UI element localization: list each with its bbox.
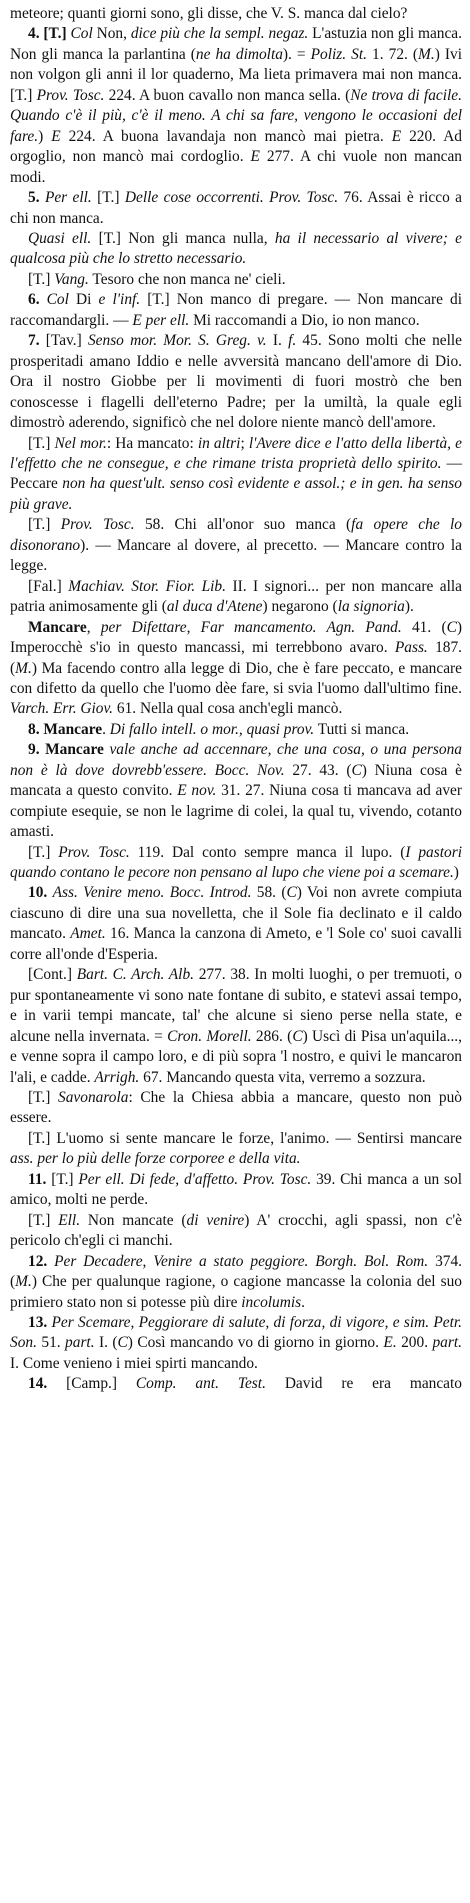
- dictionary-paragraph: [10, 1374, 462, 1394]
- italic-text: E nov.: [177, 782, 217, 800]
- italic-text: per Difettare, Far mancamento. Agn. Pand.: [100, 618, 402, 636]
- text-run: 51.: [36, 1334, 66, 1352]
- text-run: ;: [240, 434, 249, 452]
- text-run: 27. 43. (: [284, 761, 352, 779]
- text-run: 1. 72. (: [367, 45, 419, 63]
- text-run: [T.]: [28, 270, 55, 288]
- dictionary-paragraph: [10, 229, 462, 270]
- bold-text: 10.: [28, 884, 53, 902]
- dictionary-paragraph: [10, 965, 462, 1088]
- bold-text: Mancare: [28, 618, 87, 636]
- dictionary-paragraph: [10, 1313, 462, 1374]
- dictionary-paragraph: [10, 1088, 462, 1129]
- text-run: ) Ma facendo contro alla legge di Dio, che è fare peccato, e mancare con difetto da quello che l'uomo dèe fare, si svia l'uomo dall'ultimo fine.: [10, 659, 462, 697]
- italic-text: C: [117, 1334, 128, 1352]
- italic-text: Comp. ant. Test.: [135, 1375, 266, 1393]
- text-run: 119. Dal conto sempre manca il lupo. (: [129, 843, 406, 861]
- dictionary-paragraph: [10, 4, 462, 24]
- text-run: 224. A buona lavandaja non mancò mai pietra.: [60, 127, 392, 145]
- text-run: ): [453, 864, 459, 882]
- text-run: ) Imperocchè s'io in questo mancassi, mi terrebbono avaro.: [10, 618, 462, 657]
- italic-text: E per ell.: [132, 311, 190, 329]
- italic-text: Arrigh.: [94, 1068, 140, 1086]
- italic-text: part.: [65, 1334, 95, 1352]
- dictionary-paragraph: [10, 434, 462, 516]
- bold-text: 5.: [28, 189, 45, 207]
- italic-text: Senso mor. Mor. S. Greg. v.: [87, 332, 267, 350]
- text-run: .: [301, 1293, 305, 1311]
- italic-text: Vang.: [54, 270, 89, 288]
- italic-text: dice più che la sempl. negaz.: [130, 25, 309, 43]
- dictionary-paragraph: [10, 843, 462, 884]
- text-run: 200.: [396, 1334, 433, 1352]
- italic-text: Ell.: [58, 1211, 81, 1229]
- text-run: ).: [404, 598, 414, 616]
- italic-text: Savonarola: [58, 1089, 129, 1107]
- text-run: [Fal.]: [28, 577, 69, 595]
- italic-text: E: [51, 127, 61, 145]
- text-run: Mi raccomandi a Dio, io non manco.: [189, 311, 420, 329]
- italic-text: Per Decadere, Venire a stato peggiore. Borgh. Bol. Rom.: [54, 1252, 429, 1270]
- italic-text: C: [292, 1027, 303, 1045]
- text-run: ,: [86, 618, 101, 636]
- text-run: 41. (: [401, 618, 447, 636]
- italic-text: la signoria: [337, 598, 405, 616]
- text-run: I. Come venieno i miei spirti mancando.: [10, 1354, 258, 1372]
- dictionary-paragraph: [10, 740, 462, 842]
- text-run: ). — Mancare al dovere, al precetto. — Mancare contro la legge.: [10, 536, 462, 575]
- text-run: David re era mancato: [265, 1375, 462, 1393]
- text-run: 58. (: [251, 884, 287, 902]
- text-run: ) Uscì di Pisa un'aquila..., e venne sopra il campo loro, e di più sopra 'l nostro, e quivi le mancaron l'ali, e cadde.: [10, 1027, 463, 1086]
- text-run: ) A' crocchi, agli spassi, non c'è pericolo ch'egli ci manchi.: [10, 1211, 462, 1250]
- text-run: 224. A buon cavallo non manca sella. (: [104, 86, 351, 104]
- italic-text: Poliz. St.: [310, 45, 368, 63]
- italic-text: non ha quest'ult. senso così evidente e assol.; e in gen. ha senso più grave.: [10, 475, 462, 513]
- italic-text: Cron. Morell.: [167, 1027, 252, 1045]
- text-run: 277. A chi vuole non mancan modi.: [10, 148, 462, 186]
- dictionary-paragraph: [10, 618, 462, 720]
- bold-text: 9. Mancare: [28, 741, 104, 759]
- text-run: [Tav.]: [45, 332, 88, 350]
- text-run: 277. 38. In molti luoghi, o per tremuoti, o pur spontaneamente vi sono nate fontane di subito, e statevi assai tempo, e in varii tempi mancate, tal' che alcune si sieno perse nella state, e alcune nella invernata. =: [10, 966, 462, 1045]
- text-run: — Peccare: [10, 454, 462, 493]
- italic-text: l'Avere dice e l'atto della libertà, e l'effetto che ne consegue, e che rimane trista proprietà dello spirito.: [10, 434, 462, 472]
- text-run: 374. (: [10, 1252, 462, 1291]
- italic-text: Nel mor.: [54, 434, 107, 452]
- text-run: 45. Sono molti che nelle prosperitadi amano Iddio e nelle avversità mancano dell'amore di Dio. Ora il nostro Giobbe per li movimenti di fuori mostrò che ben conoscesse i flagelli dell'eterno Padre; per la umiltà, la quale egli dimostrò aderendo, significò che nel dolore niente mancò dell'amore.: [10, 332, 463, 432]
- italic-text: E: [250, 148, 260, 166]
- text-run: Non mancate (: [80, 1211, 187, 1229]
- italic-text: di venire: [186, 1211, 245, 1229]
- text-run: : Che la Chiesa abbia a mancare, questo non può essere.: [10, 1089, 462, 1127]
- italic-text: Col: [70, 25, 93, 43]
- italic-text: Prov. Tosc.: [58, 843, 130, 861]
- italic-text: Quasi ell.: [28, 229, 92, 247]
- italic-text: Ass. Venire meno. Bocc. Introd.: [52, 884, 252, 902]
- italic-text: in altri: [197, 434, 241, 452]
- italic-text: Machiav. Stor. Fior. Lib.: [68, 577, 226, 595]
- dictionary-paragraph: [10, 883, 462, 965]
- text-run: 187. (: [10, 639, 462, 677]
- text-run: [T.] Non manco di pregare. — Non mancare di raccomandargli. —: [10, 291, 463, 329]
- text-run: I.: [266, 332, 289, 350]
- dictionary-paragraph: [10, 577, 462, 618]
- italic-text: Varch. Err. Giov.: [10, 700, 114, 718]
- italic-text: C: [286, 884, 297, 902]
- italic-text: Delle cose occorrenti. Prov. Tosc.: [124, 189, 339, 207]
- text-run: [T.]: [28, 434, 55, 452]
- italic-text: al duca d'Atene: [166, 598, 263, 616]
- italic-text: M.: [418, 45, 435, 63]
- text-run: Di: [68, 291, 99, 309]
- text-run: 39. Chi manca a un sol amico, molti ne perde.: [10, 1170, 462, 1209]
- dictionary-paragraph: [10, 1211, 462, 1252]
- dictionary-paragraph: [10, 270, 462, 290]
- text-run: [T.]: [51, 1170, 79, 1188]
- text-run: 58. Chi all'onor suo manca (: [134, 516, 352, 534]
- italic-text: ass. per lo più delle forze corporee e della vita.: [10, 1150, 301, 1168]
- bold-text: 11.: [28, 1170, 52, 1188]
- italic-text: Prov. Tosc.: [60, 516, 135, 534]
- text-run: 286. (: [251, 1027, 293, 1045]
- text-run: [T.]: [28, 843, 59, 861]
- dictionary-paragraph: [10, 515, 462, 576]
- dictionary-paragraph: [10, 720, 462, 740]
- text-run: 31. 27. Niuna cosa ti mancava ad aver compiute esequie, se non le lagrime di colei, la qual tu, vivendo, cotanto amasti.: [10, 782, 462, 841]
- text-run: [T.] L'uomo si sente mancare le forze, l'animo. — Sentirsi mancare: [28, 1129, 462, 1147]
- text-run: [T.]: [28, 516, 61, 534]
- italic-text: Per Scemare, Peggiorare di salute, di forza, di vigore, e sim. Petr. Son.: [10, 1314, 462, 1352]
- italic-text: Per ell. Di fede, d'affetto. Prov. Tosc.: [78, 1170, 312, 1188]
- text-run: meteore; quanti giorni sono, gli disse, che V. S. manca dal cielo?: [10, 5, 408, 22]
- text-run: 61. Nella qual cosa anch'egli mancò.: [113, 700, 343, 718]
- text-run: II. I signori... per non mancare alla patria animosamente gli (: [10, 577, 462, 616]
- italic-text: Col: [46, 291, 69, 309]
- italic-text: ne ha dimolta: [195, 45, 283, 63]
- text-run: ): [38, 127, 52, 145]
- italic-text: Di fallo intell. o mor., quasi prov.: [109, 720, 315, 738]
- text-run: 16. Manca la canzona di Ameto, e 'l Sole co' suoi cavalli corre all'onde d'Esperia.: [10, 925, 463, 963]
- italic-text: Pass.: [394, 639, 428, 657]
- italic-text: M.: [15, 1273, 32, 1291]
- bold-text: 8. Mancare: [28, 720, 103, 738]
- text-run: I. (: [94, 1334, 118, 1352]
- text-run: : Ha mancato:: [106, 434, 198, 452]
- text-run: Tutti si manca.: [314, 720, 410, 738]
- bold-text: 4. [T.]: [28, 25, 71, 43]
- italic-text: C: [351, 761, 362, 779]
- italic-text: I pastori quando contano le pecore non pensano al lupo che viene poi a scemare.: [10, 843, 462, 882]
- text-run: Tesoro che non manca ne' cieli.: [88, 270, 286, 288]
- dictionary-paragraph: [10, 188, 462, 229]
- italic-text: vale anche ad accennare, che una cosa, o una persona non è là dove dovrebb'essere. Bocc. Nov.: [10, 741, 462, 779]
- text-run: ) Niuna cosa è mancata a questo convito.: [10, 761, 462, 800]
- italic-text: fa opere che lo disonorano: [10, 516, 462, 554]
- text-run: ) Ivi non volgon gli anni il lor quaderno, Ma lieta primavera mai non manca. [T.]: [10, 45, 462, 104]
- dictionary-paragraph: [10, 290, 462, 331]
- text-run: 220. Ad orgoglio, non mancò mai cordoglio.: [10, 127, 463, 166]
- text-run: [T.]: [91, 189, 125, 207]
- text-run: L'astuzia non gli manca. Non gli manca la parlantina (: [10, 25, 462, 63]
- text-run: Non,: [92, 25, 131, 43]
- italic-text: part.: [432, 1334, 462, 1352]
- bold-text: 12.: [28, 1252, 55, 1270]
- text-run: ). =: [282, 45, 311, 63]
- bold-text: 14.: [28, 1375, 67, 1393]
- text-run: [T.]: [28, 1211, 59, 1229]
- italic-text: M.: [15, 659, 32, 677]
- dictionary-paragraph: [10, 1252, 462, 1313]
- italic-text: Amet.: [70, 925, 106, 943]
- italic-text: Bart. C. Arch. Alb.: [76, 966, 195, 984]
- italic-text: f.: [288, 332, 297, 350]
- dictionary-paragraph: [10, 331, 462, 433]
- dictionary-paragraph: [10, 24, 462, 188]
- text-run: 67. Mancando questa vita, verremo a sozzura.: [139, 1068, 426, 1086]
- text-run: [T.]: [28, 1089, 59, 1107]
- italic-text: incolumis: [241, 1293, 302, 1311]
- dictionary-paragraph: [10, 1170, 462, 1211]
- italic-text: Per ell.: [44, 189, 92, 207]
- italic-text: E.: [383, 1334, 397, 1352]
- italic-text: e l'inf.: [98, 291, 141, 309]
- text-run: [T.] Non gli manca nulla,: [91, 229, 275, 247]
- text-run: .: [102, 720, 110, 738]
- italic-text: ha il necessario al vivere; e qualcosa più che lo stretto necessario.: [10, 229, 462, 268]
- dictionary-paragraph: [10, 1129, 462, 1170]
- italic-text: C: [446, 618, 457, 636]
- italic-text: Ne trova di facile. Quando c'è il più, c'è il meno. A chi sa fare, vengono le occasioni del fare.: [10, 86, 462, 145]
- bold-text: 7.: [28, 332, 46, 350]
- text-run: 76. Assai è ricco a chi non manca.: [10, 189, 463, 227]
- text-run: ) Così mancando vo di giorno in giorno.: [127, 1334, 384, 1352]
- text-run: ) Che per qualunque ragione, o cagione mancasse la colonia del suo primiero stato non si potesse più dire: [10, 1273, 462, 1311]
- bold-text: 13.: [28, 1314, 52, 1331]
- text-run: ) Voi non avrete compiuta ciascuno di dire una sua novelletta, che il Sole fia declinato e il caldo mancato.: [10, 884, 462, 943]
- text-run: ) negarono (: [262, 598, 338, 616]
- italic-text: E: [391, 127, 402, 145]
- italic-text: Prov. Tosc.: [36, 86, 105, 104]
- bold-text: 6.: [28, 291, 47, 309]
- text-run: [Camp.]: [66, 1375, 136, 1393]
- text-run: [Cont.]: [28, 966, 77, 984]
